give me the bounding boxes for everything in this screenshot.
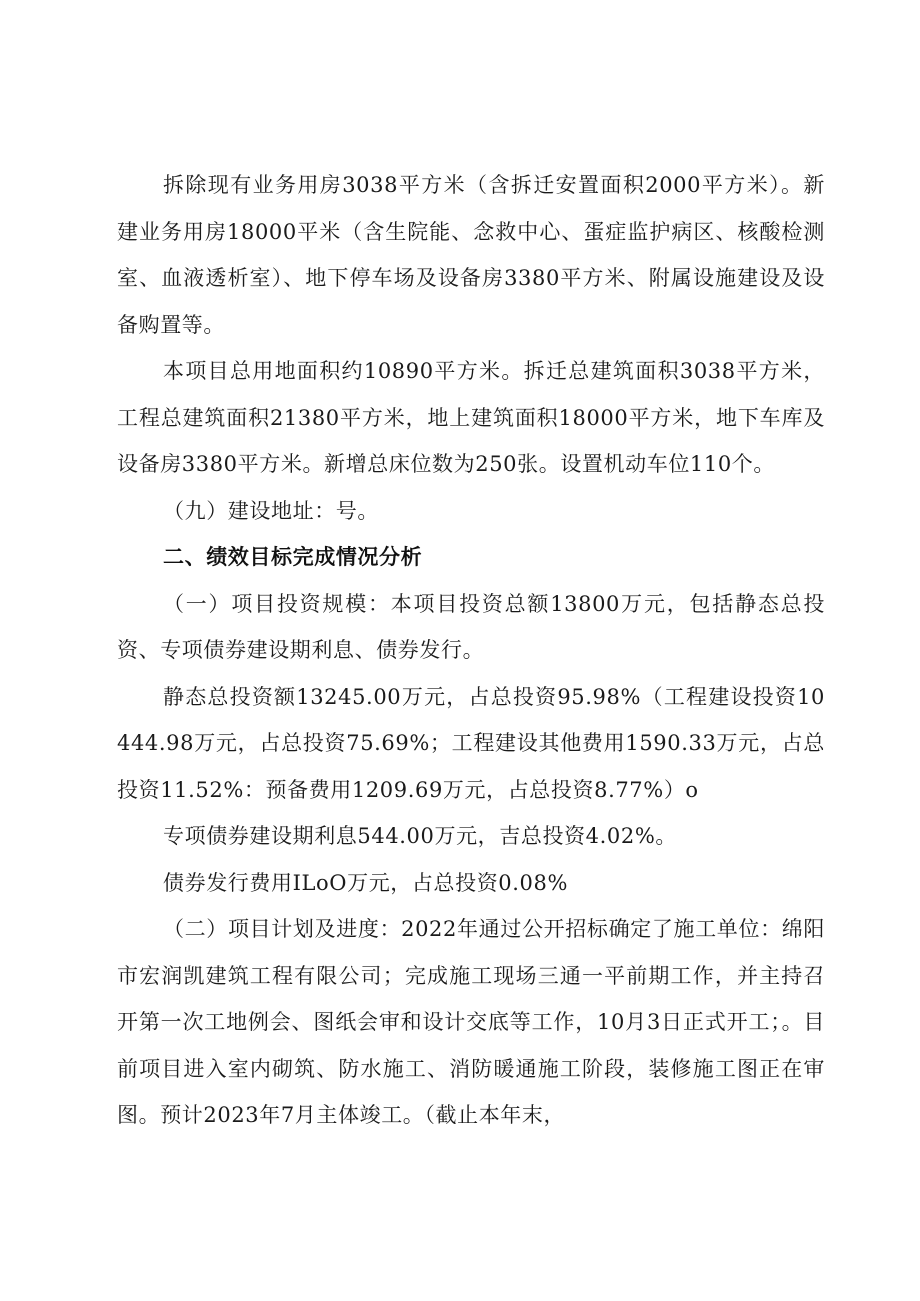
paragraph-plan-progress: （二）项目计划及进度：2022年通过公开招标确定了施工单位：绵阳市宏润凯建筑工程有限公司；完成施工现场三通一平前期工作，并主持召开第一次工地例会、图纸会审和设计交底等工作，10月3日正式开工；。目前项目进入室内砌筑、防水施工、消防暖通施工阶段，装修施工图正在审图。预计2023年7月主体竣工。（截止本年末， bbox=[117, 917, 825, 1127]
paragraph-land-area: 本项目总用地面积约10890平方米。拆迁总建筑面积3038平方米，工程总建筑面积21380平方米，地上建筑面积18000平方米，地下车库及设备房3380平方米。新增总床位数为250张。设置机动车位110个。 bbox=[117, 359, 825, 476]
paragraph-static-investment: 静态总投资额13245.00万元，占总投资95.98%（工程建设投资10444.98万元，占总投资75.69%；工程建设其他费用1590.33万元，占总投资11.52%：预备费用1209.69万元，占总投资8.77%）o bbox=[117, 684, 825, 802]
paragraph-site-address: （九）建设地址：号。 bbox=[163, 498, 379, 523]
paragraph-investment-scale: （一）项目投资规模：本项目投资总额13800万元，包括静态总投资、专项债券建设期利息、债券发行。 bbox=[117, 591, 825, 662]
paragraph-demolition: 拆除现有业务用房3038平方米（含拆迁安置面积2000平方米）。新建业务用房18000平米（含生院能、念救中心、蛋症监护病区、核酸检测室、血液透析室）、地下停车场及设备房3380平方米、附属设施建设及设备购置等。 bbox=[117, 173, 825, 337]
section-heading-performance: 二、绩效目标完成情况分析 bbox=[163, 545, 423, 569]
document-body bbox=[117, 162, 825, 1139]
paragraph-bond-interest: 专项债券建设期利息544.00万元，吉总投资4.02%。 bbox=[163, 824, 677, 848]
paragraph-bond-fee: 债券发行费用ILoO万元，占总投资0.08% bbox=[163, 870, 569, 895]
